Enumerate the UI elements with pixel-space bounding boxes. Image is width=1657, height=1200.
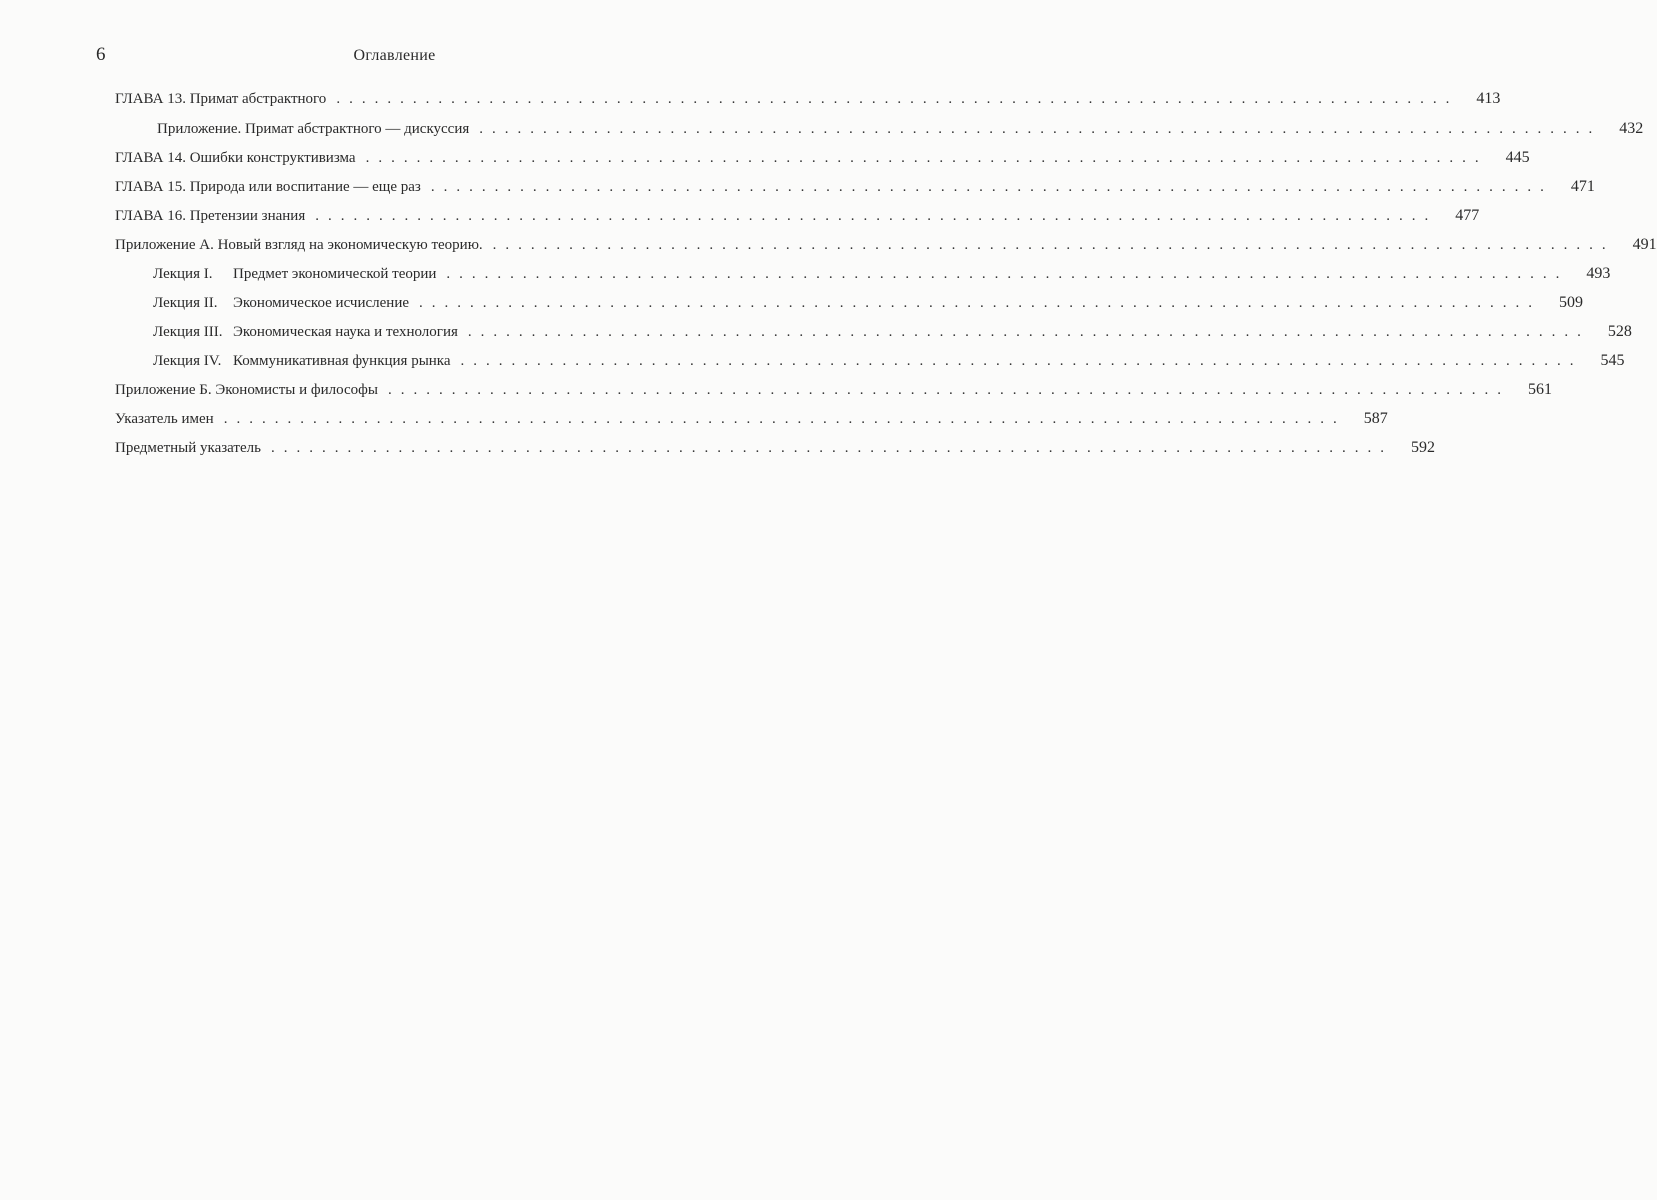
- toc-entry: [115, 88, 1501, 110]
- toc-entry: [115, 205, 1480, 227]
- toc-entry: [153, 263, 1611, 285]
- toc-entry-label: [153, 350, 451, 372]
- toc-entry: [153, 350, 1625, 372]
- toc-entry: [153, 292, 1584, 314]
- dot-leader: ........................................................................................: [336, 91, 1459, 107]
- toc-entry-title: Предметный указатель: [115, 440, 261, 456]
- dot-leader: ........................................................................................: [387, 382, 1510, 398]
- toc-entry-title: ГЛАВА 16. Претензии знания: [115, 208, 306, 224]
- toc-entry: [115, 234, 1657, 256]
- dot-leader: ........................................................................................: [315, 208, 1438, 224]
- toc-entry: [153, 321, 1632, 343]
- dot-leader: ........................................................................................: [446, 266, 1569, 282]
- toc-entry-title: ГЛАВА 13. Примат абстрактного: [115, 91, 327, 107]
- lecture-number: Лекция I.: [153, 266, 213, 282]
- dot-leader: ........................................................................................: [492, 237, 1615, 253]
- dot-leader: ........................................................................................: [460, 353, 1583, 369]
- toc-entry: [157, 118, 1644, 140]
- toc-entry-title: Приложение Б. Экономисты и философы: [115, 382, 378, 398]
- dot-leader: ........................................................................................: [419, 295, 1542, 311]
- toc-entry-title: Коммуникативная функция рынка: [233, 353, 451, 369]
- toc-entry: [115, 437, 1435, 459]
- toc-entry-label: [153, 263, 436, 285]
- toc-entry-page: 491: [1632, 236, 1657, 253]
- toc-entry-title: Экономическое исчисление: [233, 295, 410, 311]
- toc-entry: [115, 379, 1552, 401]
- toc-entry-page: 561: [1527, 381, 1552, 398]
- toc-entry-title: Приложение А. Новый взгляд на экономическую теорию.: [115, 237, 483, 253]
- table-of-contents: [0, 0, 1657, 470]
- toc-entry-page: 413: [1476, 90, 1501, 107]
- toc-entry-page: 445: [1505, 149, 1530, 166]
- toc-entry-title: ГЛАВА 15. Природа или воспитание — еще раз: [115, 179, 421, 195]
- dot-leader: ........................................................................................: [479, 121, 1602, 137]
- toc-entry-page: 477: [1455, 207, 1480, 224]
- toc-entry: [115, 408, 1388, 430]
- toc-entry-page: 471: [1570, 178, 1595, 195]
- toc-entry-title: Предмет экономической теории: [233, 266, 437, 282]
- page-number: 6: [96, 44, 106, 65]
- toc-entry-label: [153, 292, 409, 314]
- toc-entry-page: 432: [1619, 120, 1644, 137]
- dot-leader: ........................................................................................: [365, 150, 1488, 166]
- dot-leader: ........................................................................................: [430, 179, 1553, 195]
- toc-entry-title: Экономическая наука и технология: [233, 324, 458, 340]
- toc-entry-title: Указатель имен: [115, 411, 214, 427]
- toc-entry: [115, 176, 1595, 198]
- toc-entry-page: 545: [1600, 352, 1625, 369]
- dot-leader: ........................................................................................: [270, 440, 1393, 456]
- toc-entry-page: 493: [1586, 265, 1611, 282]
- toc-entry-title: Приложение. Примат абстрактного — дискуссия: [157, 121, 470, 137]
- dot-leader: ........................................................................................: [467, 324, 1590, 340]
- running-head: Оглавление: [353, 47, 436, 64]
- toc-entry-page: 592: [1410, 439, 1435, 456]
- toc-entry-page: 587: [1363, 410, 1388, 427]
- toc-entry-page: 528: [1607, 323, 1632, 340]
- toc-entry: [115, 147, 1530, 169]
- toc-entry-page: 509: [1559, 294, 1584, 311]
- toc-entry-title: ГЛАВА 14. Ошибки конструктивизма: [115, 150, 356, 166]
- lecture-number: Лекция IV.: [153, 353, 222, 369]
- dot-leader: ........................................................................................: [223, 411, 1346, 427]
- lecture-number: Лекция II.: [153, 295, 218, 311]
- lecture-number: Лекция III.: [153, 324, 223, 340]
- toc-entry-label: [153, 321, 458, 343]
